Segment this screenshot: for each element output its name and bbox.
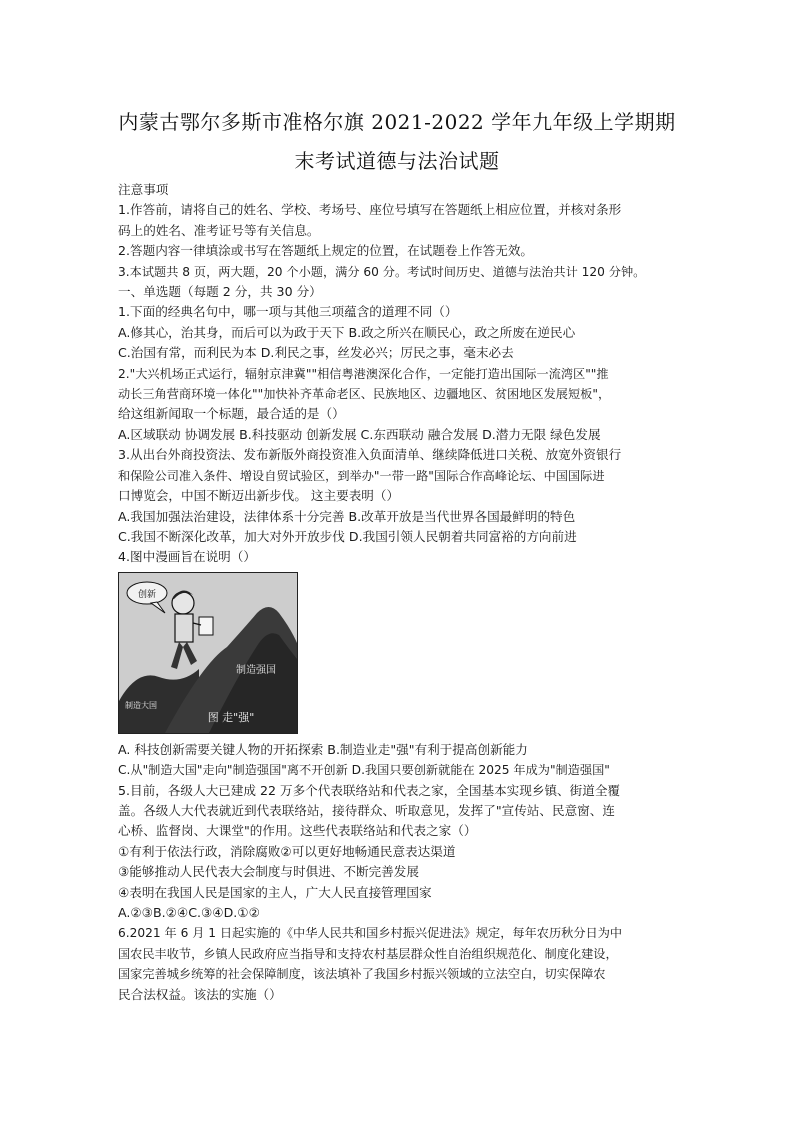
q5-statement-4: ④表明在我国人民是国家的主人，广大人民直接管理国家	[118, 884, 432, 900]
q3-line3: 口博览会，中国不断迈出新步伐。 这主要表明（）	[118, 488, 400, 504]
page-title-line1: 内蒙古鄂尔多斯市准格尔旗 2021-2022 学年九年级上学期期	[118, 110, 676, 134]
q2-line1: 2."大兴机场正式运行，辐射京津冀""相信粤港澳深化合作，一定能打造出国际一流湾区""推	[118, 366, 609, 381]
q5-line3: 心桥、监督岗、大课堂"的作用。这些代表联络站和代表之家（）	[118, 823, 477, 839]
q2-line3: 给这组新闻取一个标题，最合适的是（）	[118, 406, 345, 422]
q3-options-ab: A.我国加强法治建设，法律体系十分完善 B.改革开放是当代世界各国最鲜明的特色	[118, 508, 576, 524]
q3-line1: 3.从出台外商投资法、发布新版外商投资准入负面清单、继续降低进口关税、放宽外资银行	[118, 447, 622, 463]
notice-item-3: 3.本试题共 8 页，两大题，20 个小题，满分 60 分。考试时间历史、道德与法治共计 120 分钟。	[118, 264, 646, 279]
q6-line4: 民合法权益。该法的实施（）	[118, 986, 282, 1002]
q4-stem: 4.图中漫画旨在说明（）	[118, 549, 256, 565]
notice-item-1-line1: 1.作答前，请将自己的姓名、学校、考场号、座位号填写在答题纸上相应位置，并核对条形	[118, 202, 622, 218]
q3-options-cd: C.我国不断深化改革，加大对外开放步伐 D.我国引领人民朝着共同富裕的方向前进	[118, 528, 577, 544]
notice-heading: 注意事项	[118, 182, 169, 197]
cartoon-base-label: 制造大国	[125, 700, 157, 710]
page-title-line2: 末考试道德与法治试题	[294, 149, 500, 173]
q1-options-cd: C.治国有常，而利民为本 D.利民之事，丝发必兴；厉民之事，毫末必去	[118, 345, 514, 361]
q2-line2: 动长三角营商环境一体化""加快补齐革命老区、民族地区、边疆地区、贫困地区发展短板"，	[118, 387, 611, 402]
cartoon-peak-label: 制造强国	[236, 664, 276, 676]
q4-options-ab: A. 科技创新需要关键人物的开拓探索 B.制造业走"强"有利于提高创新能力	[118, 741, 528, 757]
q6-line1: 6.2021 年 6 月 1 日起实施的《中华人民共和国乡村振兴促进法》规定，每年农历秋分日为中	[118, 926, 623, 941]
q2-options: A.区域联动 协调发展 B.科技驱动 创新发展 C.东西联动 融合发展 D.潜力无限 绿色发展	[118, 426, 601, 442]
q5-line1: 5.目前，各级人大已建成 22 万多个代表联络站和代表之家，全国基本实现乡镇、街道全覆	[118, 782, 621, 798]
q5-statement-3: ③能够推动人民代表大会制度与时俱进、不断完善发展	[118, 864, 419, 880]
cartoon-image	[118, 572, 298, 734]
cartoon-bubble-label: 创新	[137, 589, 157, 600]
q5-options: A.②③B.②④C.③④D.①②	[118, 904, 260, 920]
q1-options-ab: A.修其心，治其身，而后可以为政于天下 B.政之所兴在顺民心，政之所废在逆民心	[118, 324, 576, 340]
notice-item-2: 2.答题内容一律填涂或书写在答题纸上规定的位置，在试题卷上作答无效。	[118, 243, 534, 259]
q6-line3: 国家完善城乡统筹的社会保障制度，该法填补了我国乡村振兴领域的立法空白，切实保障农	[118, 967, 606, 982]
q5-statement-1-2: ①有利于依法行政，消除腐败②可以更好地畅通民意表达渠道	[118, 843, 456, 859]
cartoon-caption: 图 走"强"	[207, 710, 255, 724]
q5-line2: 盖。各级人大代表就近到代表联络站，接待群众、听取意见，发挥了"宣传站、民意窗、连	[118, 802, 615, 818]
q3-line2: 和保险公司准入条件、增设自贸试验区，到举办"一带一路"国际合作高峰论坛、中国国际进	[118, 468, 605, 483]
q4-options-cd: C.从"制造大国"走向"制造强国"离不开创新 D.我国只要创新就能在 2025 年成为"制造强国"	[118, 763, 610, 778]
q6-line2: 国农民丰收节，乡镇人民政府应当指导和支持农村基层群众性自治组织规范化、制度化建设，	[118, 946, 618, 961]
section-heading: 一、单选题（每题 2 分，共 30 分）	[118, 284, 322, 300]
q1-stem: 1.下面的经典名句中，哪一项与其他三项蕴含的道理不同（）	[118, 304, 458, 320]
exam-content	[118, 180, 678, 1005]
notice-item-1-line2: 码上的姓名、准考证号等有关信息。	[118, 222, 320, 238]
